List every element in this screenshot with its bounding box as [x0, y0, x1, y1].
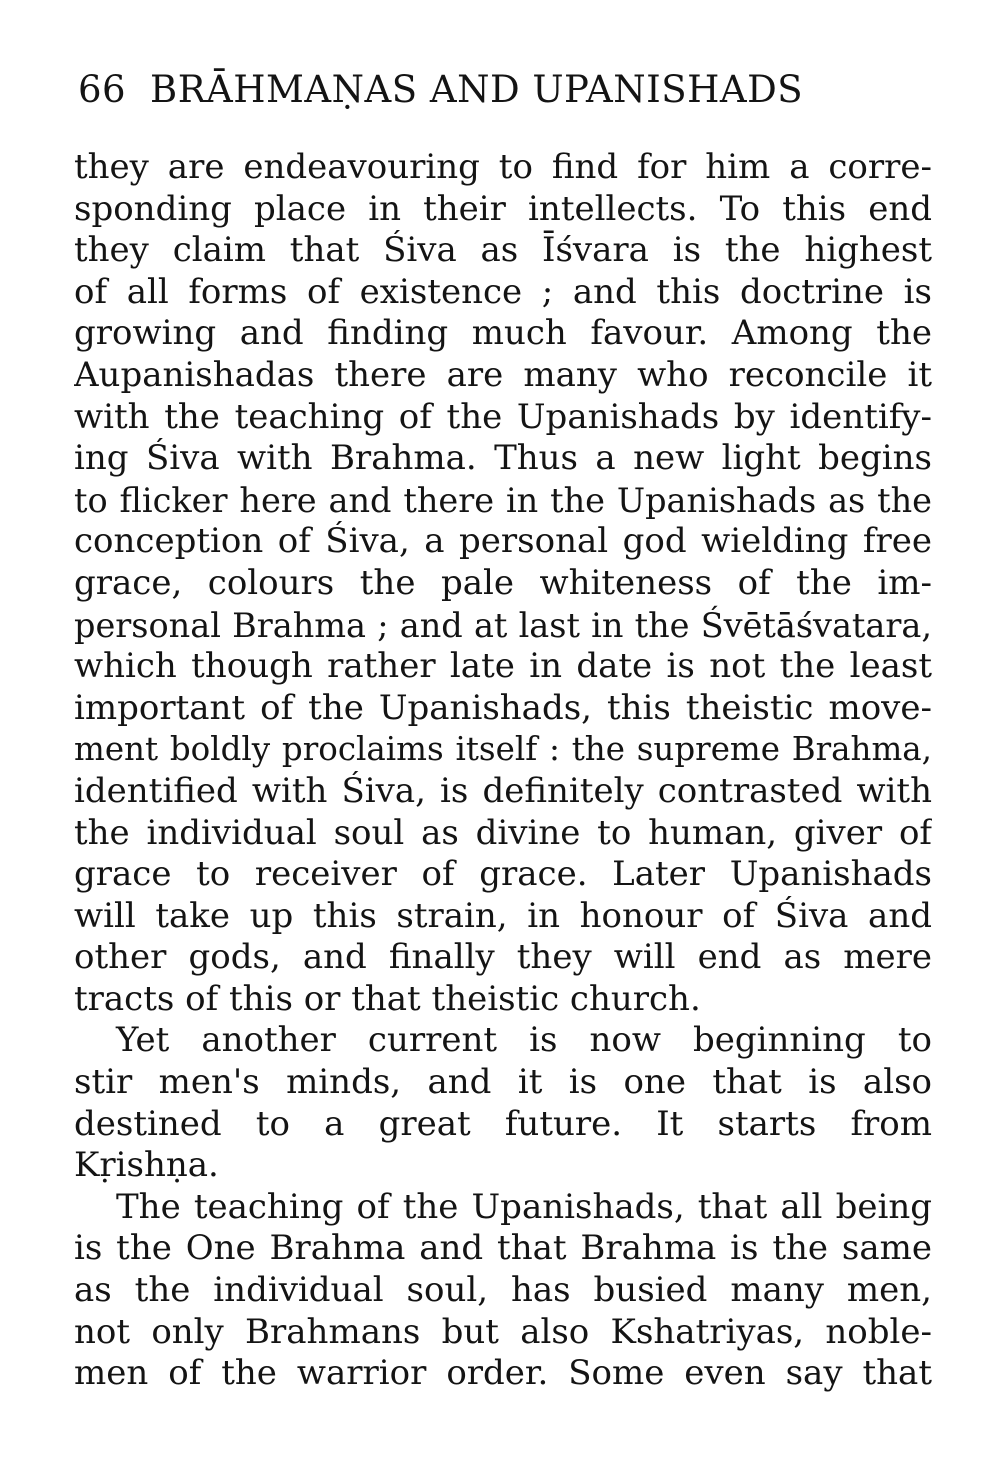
text-line: the individual soul as divine to human, giver of	[74, 812, 932, 853]
text-line: sponding place in their intellects. To this end	[74, 188, 932, 229]
text-line: identified with Śiva, is definitely contrasted with	[74, 770, 932, 811]
text-line: they are endeavouring to find for him a corre-	[74, 147, 932, 187]
text-line: Aupanishadas there are many who reconcile it	[74, 354, 932, 395]
text-line: with the teaching of the Upanishads by identify-	[74, 396, 932, 437]
text-line: conception of Śiva, a personal god wielding free	[74, 521, 932, 562]
text-line: Yet another current is now beginning to	[116, 1020, 932, 1061]
text-line: growing and finding much favour. Among the	[74, 313, 932, 354]
text-line: ment boldly proclaims itself : the supreme Brahma,	[74, 730, 932, 769]
text-line: personal Brahma ; and at last in the Śvētāśvatara,	[74, 605, 932, 645]
text-line: other gods, and finally they will end as mere	[74, 937, 932, 978]
text-line: destined to a great future. It starts from	[74, 1103, 932, 1144]
text-line: to flicker here and there in the Upanishads as the	[74, 480, 932, 520]
text-line: is the One Brahma and that Brahma is the same	[74, 1228, 932, 1269]
text-line: ing Śiva with Brahma. Thus a new light begins	[74, 438, 932, 479]
text-line: as the individual soul, has busied many men,	[74, 1270, 932, 1311]
body-text	[74, 147, 932, 1395]
text-line: they claim that Śiva as Īśvara is the highest	[74, 230, 932, 271]
text-line: will take up this strain, in honour of Śiva and	[74, 895, 932, 936]
text-line: which though rather late in date is not the least	[74, 646, 932, 687]
text-line: men of the warrior order. Some even say that	[74, 1353, 932, 1394]
text-line: of all forms of existence ; and this doctrine is	[74, 271, 932, 312]
text-line: The teaching of the Upanishads, that all being	[116, 1186, 932, 1227]
text-line: important of the Upanishads, this theistic move-	[74, 687, 932, 728]
page-number: 66	[78, 68, 127, 111]
running-head	[78, 66, 938, 114]
text-line: stir men's minds, and it is one that is also	[74, 1062, 932, 1103]
running-title: BRĀHMAṆAS AND UPANISHADS	[150, 68, 804, 111]
text-line: Kṛishṇa.	[74, 1145, 219, 1186]
text-line: grace to receiver of grace. Later Upanishads	[74, 854, 932, 895]
text-line: not only Brahmans but also Kshatriyas, noble-	[74, 1311, 932, 1352]
text-line: tracts of this or that theistic church.	[74, 978, 701, 1019]
text-line: grace, colours the pale whiteness of the im-	[74, 562, 932, 603]
